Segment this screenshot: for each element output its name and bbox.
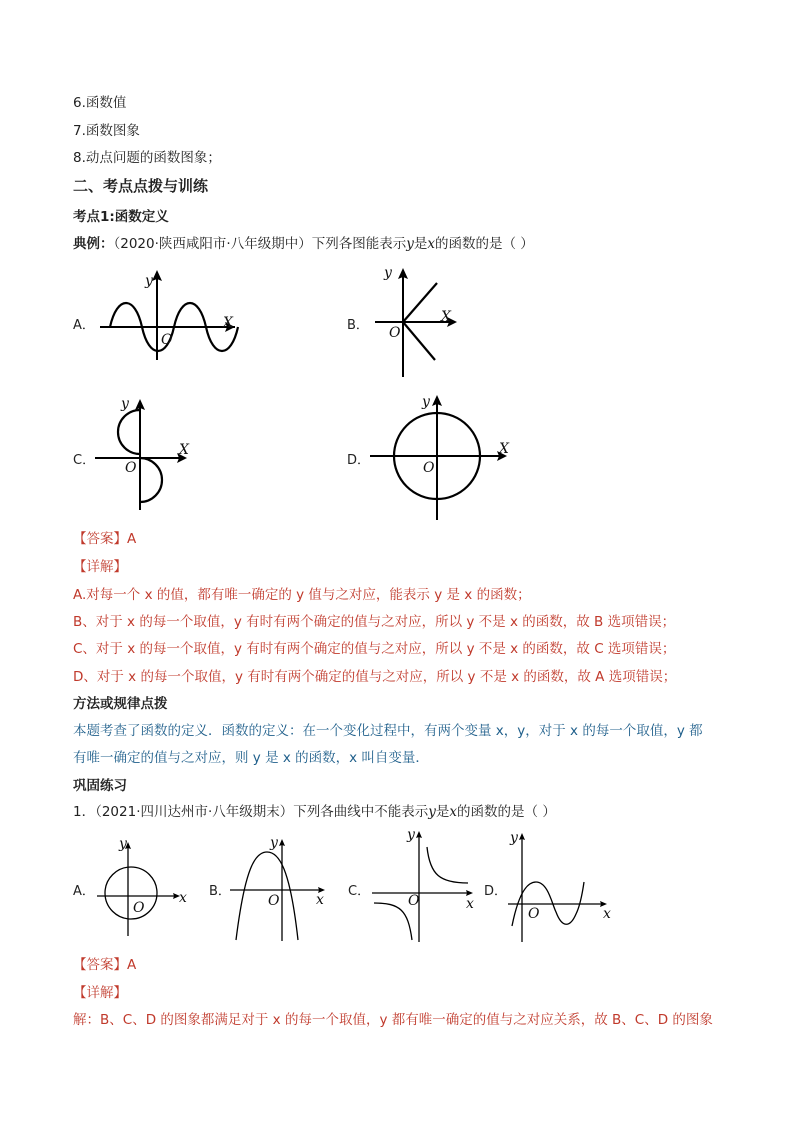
y-axis-label: y [145,273,153,289]
y-axis-label: y [422,394,430,410]
y-axis-label: y [407,827,415,843]
x-axis-label: x [603,906,611,922]
x-axis-label: X [441,309,451,325]
origin-label: O [389,325,401,341]
practice-graph-b-parabola [230,835,340,943]
origin-label: O [528,906,540,922]
option-label-d: D． [484,884,508,899]
y-axis-label: y [510,830,518,846]
method-line: 本题考查了函数的定义．函数的定义：在一个变化过程中，有两个变量 x，y，对于 x 的每一个取值，y 都 [73,723,703,739]
example-question: 典例：（2020·陕西咸阳市·八年级期中）下列各图能表示y是x的函数的是（ ） [73,236,534,252]
detail-label: 【详解】 [73,559,127,575]
practice-title: 巩固练习 [73,778,127,794]
x-axis-label: X [223,315,233,331]
method-line: 有唯一确定的值与之对应，则 y 是 x 的函数，x 叫自变量． [73,750,429,766]
list-item: 8.动点问题的函数图象； [73,150,221,166]
origin-label: O [125,460,137,476]
detail-line: 解：B、C、D 的图象都满足对于 x 的每一个取值，y 都有唯一确定的值与之对应关系，故 B、C、D 的图象 [73,1012,713,1028]
y-axis-label: y [384,265,392,281]
list-item: 7.函数图象 [73,123,140,139]
detail-line: A.对每一个 x 的值，都有唯一确定的 y 值与之对应，能表示 y 是 x 的函数； [73,587,531,603]
x-axis-label: x [316,892,324,908]
detail-line: B、对于 x 的每一个取值，y 有时有两个确定的值与之对应，所以 y 不是 x 的函数，故 B 选项错误； [73,614,676,630]
practice-graph-d-wave [508,832,618,944]
x-axis-label: X [499,441,509,457]
origin-label: O [161,332,173,348]
origin-label: O [133,900,145,916]
practice-graph-a-circle [95,838,195,938]
option-label-c: C． [348,884,371,899]
answer: 【答案】A [73,957,137,973]
detail-line: C、对于 x 的每一个取值，y 有时有两个确定的值与之对应，所以 y 不是 x 的函数，故 C 选项错误； [73,641,676,657]
origin-label: O [408,893,420,909]
x-axis-label: x [179,890,187,906]
practice-question: 1．（2021·四川达州市·八年级期末）下列各曲线中不能表示y是x的函数的是（ ） [73,804,556,820]
option-label-b: B． [347,318,369,333]
x-axis-label: x [466,896,474,912]
origin-label: O [268,893,280,909]
answer: 【答案】A [73,531,137,547]
graph-a-sine [95,265,245,365]
list-item: 6.函数值 [73,95,127,111]
graph-d-circle [370,392,520,522]
option-label-d: D． [347,453,371,468]
option-label-a: A． [73,318,95,333]
y-axis-label: y [270,835,278,851]
detail-line: D、对于 x 的每一个取值，y 有时有两个确定的值与之对应，所以 y 不是 x 的函数，故 A 选项错误； [73,669,677,685]
graph-c-semicircles [95,392,205,512]
graph-b-lines [375,265,465,380]
method-title: 方法或规律点拨 [73,696,168,712]
option-label-b: B． [209,884,231,899]
knowledge-point-title: 考点1:函数定义 [73,209,169,225]
x-axis-label: X [179,442,189,458]
practice-graph-c-hyperbola [372,827,482,945]
example-label: 典例： [73,236,114,252]
origin-label: O [423,460,435,476]
option-label-c: C． [73,453,96,468]
section-title: 二、考点点拨与训练 [73,177,209,195]
y-axis-label: y [119,836,127,852]
option-label-a: A． [73,884,95,899]
detail-label: 【详解】 [73,985,127,1001]
y-axis-label: y [121,396,129,412]
